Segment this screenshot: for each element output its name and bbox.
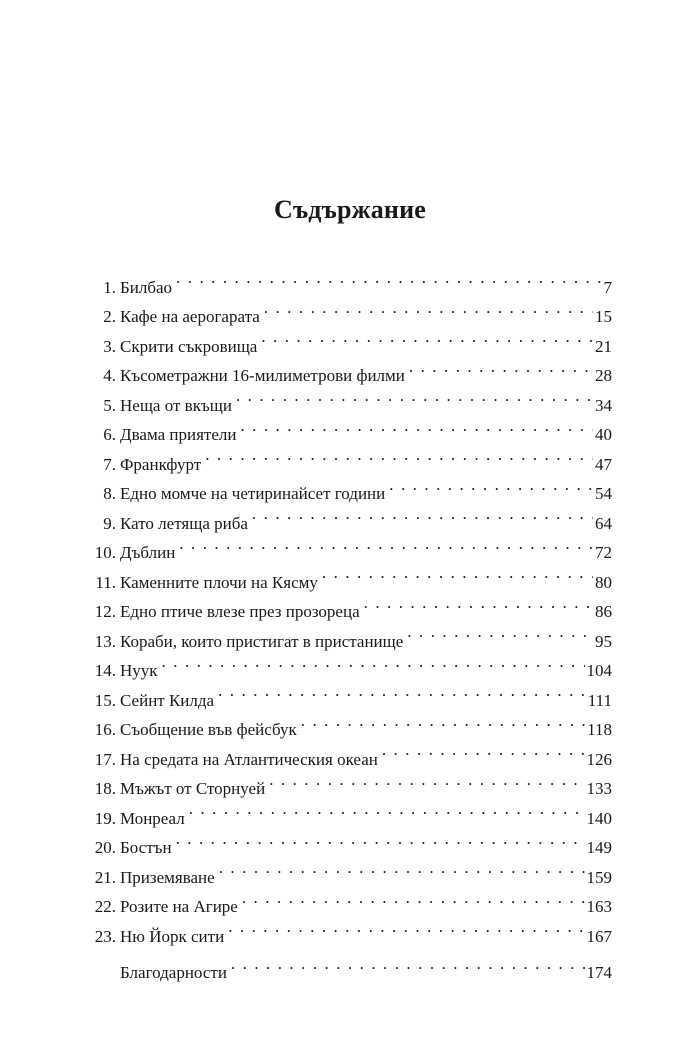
dot-leader (231, 949, 585, 979)
entry-title: Благодарности (120, 963, 227, 982)
entry-title: Билбао (120, 277, 173, 297)
entry-number: 14. (94, 661, 116, 680)
dot-leader (218, 676, 586, 706)
entry-number: 3. (103, 336, 116, 356)
entry-number: 17. (94, 749, 116, 769)
entry-title: Скрити съкровища (120, 336, 258, 356)
entry-page-number: 47 (595, 454, 612, 474)
entry-title: Бостън (120, 838, 172, 857)
entry-number: 20. (94, 838, 116, 857)
entry-page-number: 118 (587, 720, 612, 739)
entry-page-number: 126 (586, 749, 612, 769)
entry-title: Розите на Агире (120, 897, 238, 916)
entry-page-number: 149 (586, 838, 612, 857)
dot-leader (364, 588, 593, 618)
toc-entry (84, 263, 612, 297)
entry-page-number: 21 (595, 336, 612, 356)
entry-title: Дъблин (120, 543, 176, 562)
dot-leader (176, 824, 585, 854)
dot-leader (389, 470, 593, 500)
entry-title: Монреал (120, 808, 185, 828)
toc-entry (84, 647, 612, 680)
entry-number: 21. (94, 867, 116, 887)
entry-page-number: 163 (586, 897, 612, 916)
entry-number: 7. (103, 454, 116, 474)
entry-page-number: 95 (595, 631, 612, 651)
dot-leader (322, 558, 593, 588)
entry-page-number: 34 (595, 395, 612, 415)
entry-page-number: 86 (595, 602, 612, 621)
entry-page-number: 111 (587, 690, 612, 710)
dot-leader (407, 617, 593, 647)
entry-title: Едно птиче влезе през прозореца (120, 602, 360, 621)
table-of-contents (84, 263, 612, 982)
entry-number: 10. (94, 543, 116, 562)
dot-leader (261, 322, 593, 352)
toc-entry-acknowledgements (84, 949, 612, 982)
entry-title: Съобщение във фейсбук (120, 720, 297, 739)
dot-leader (219, 853, 585, 883)
dot-leader (205, 440, 593, 470)
entry-title: Двама приятели (120, 425, 237, 444)
entry-title: Каменните плочи на Кясму (120, 572, 318, 592)
dot-leader (236, 381, 593, 411)
entry-number: 6. (103, 425, 116, 444)
dot-leader (176, 263, 601, 293)
dot-leader (242, 883, 585, 913)
entry-page-number: 104 (586, 661, 612, 680)
entry-page-number: 72 (595, 543, 612, 562)
entry-page-number: 54 (595, 484, 612, 503)
entry-page-number: 40 (595, 425, 612, 444)
entry-title: Неща от вкъщи (120, 395, 232, 415)
entry-number: 4. (103, 366, 116, 385)
dot-leader (240, 411, 593, 441)
entry-number: 5. (103, 395, 116, 415)
entry-title: Сейнт Килда (120, 690, 215, 710)
entry-title: Като летяща риба (120, 513, 248, 533)
dot-leader (228, 912, 584, 942)
entry-title: Едно момче на четиринайсет години (120, 484, 386, 503)
entry-page-number: 80 (595, 572, 612, 592)
entry-title: Приземяване (120, 867, 215, 887)
entry-number: 16. (94, 720, 116, 739)
entry-title: Мъжът от Сторнуей (120, 779, 266, 798)
entry-title: Кафе на аерогарата (120, 307, 260, 326)
dot-leader (382, 735, 585, 765)
dot-leader (252, 499, 593, 529)
entry-number: 23. (94, 926, 116, 946)
entry-page-number: 64 (595, 513, 612, 533)
entry-number: 1. (103, 277, 116, 297)
dot-leader (301, 706, 585, 736)
dot-leader (179, 529, 593, 559)
entry-number: 12. (94, 602, 116, 621)
entry-title: Нуук (120, 661, 158, 680)
entry-number: 22. (94, 897, 116, 916)
entry-page-number: 159 (586, 867, 612, 887)
entry-page-number: 167 (586, 926, 612, 946)
entry-title: На средата на Атлантическия океан (120, 749, 378, 769)
entry-number: 2. (103, 307, 116, 326)
entry-title: Франкфурт (120, 454, 202, 474)
entry-title: Късометражни 16-милиметрови филми (120, 366, 405, 385)
entry-number: 19. (94, 808, 116, 828)
entry-page-number: 133 (586, 779, 612, 798)
dot-leader (189, 794, 585, 824)
entry-page-number: 174 (586, 963, 612, 982)
dot-leader (264, 293, 593, 323)
entry-number: 9. (103, 513, 116, 533)
entry-title: Ню Йорк сити (120, 926, 225, 946)
dot-leader (269, 765, 584, 795)
page-title: Съдържание (273, 195, 427, 224)
dot-leader (409, 352, 593, 382)
entry-page-number: 28 (595, 366, 612, 385)
entry-number: 18. (94, 779, 116, 798)
dot-leader (162, 647, 585, 677)
entry-number: 13. (94, 631, 116, 651)
entry-page-number: 140 (586, 808, 612, 828)
entry-number: 11. (95, 572, 116, 592)
entry-title: Кораби, които пристигат в пристанище (120, 631, 404, 651)
entry-number: 15. (94, 690, 116, 710)
entry-number: 8. (103, 484, 116, 503)
entry-page-number: 15 (595, 307, 612, 326)
toc-entry (84, 676, 612, 710)
entry-page-number: 7 (603, 277, 612, 297)
